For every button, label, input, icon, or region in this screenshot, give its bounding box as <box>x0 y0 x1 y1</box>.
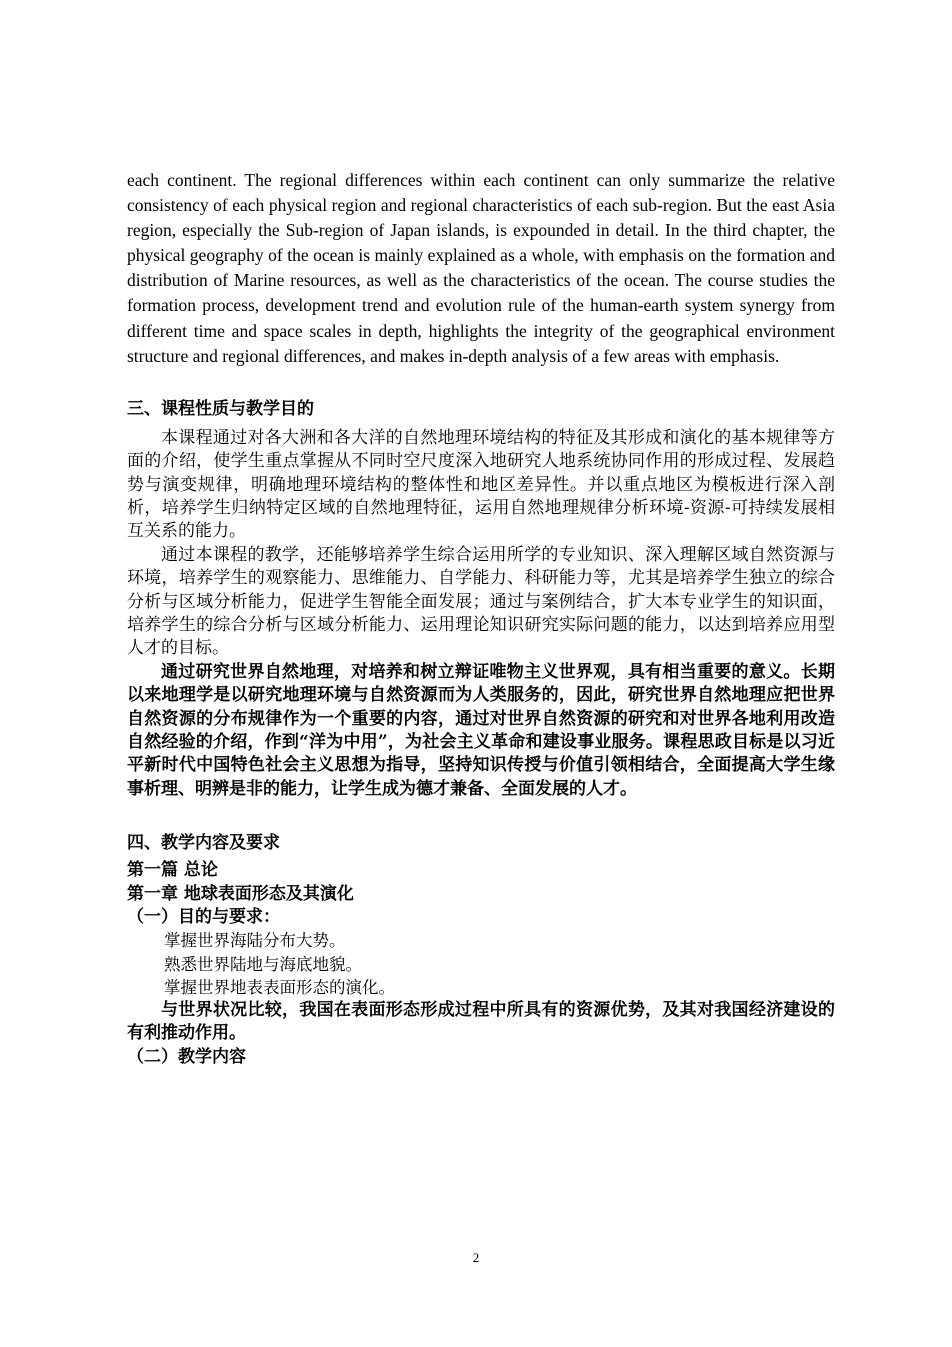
page-number: 2 <box>472 1250 480 1265</box>
objective-item: 熟悉世界陆地与海底地貌。 <box>164 954 362 974</box>
document-body <box>127 168 835 1069</box>
section-3-paragraph-2: 通过本课程的教学，还能够培养学生综合运用所学的专业知识、深入理解区域自然资源与环境，培养学生的观察能力、思维能力、自学能力、科研能力等，尤其是培养学生独立的综合分析与区域分析能力，促进学生智能全面发展；通过与案例结合，扩大本专业学生的知识面，培养学生的综合分析与区域分析能力、运用理论知识研究实际问题的能力，以达到培养应用型人才的目标。 <box>127 544 835 659</box>
chapter-title: 第一章 地球表面形态及其演化 <box>127 883 354 904</box>
objective-item: 掌握世界地表表面形态的演化。 <box>164 977 395 997</box>
part-title: 第一篇 总论 <box>127 860 218 881</box>
objectives-heading: （一）目的与要求： <box>127 907 280 928</box>
english-abstract-paragraph: each continent. The regional differences within each continent can only summarize the relative consistency of each physical region and regional characteristics of each sub-region. But the east Asia region, especially the Sub-region of Japan islands, is expounded in detail. In the third chapter, the physical geography of the ocean is mainly explained as a whole, with emphasis on the formation and distribution of Marine resources, as well as the characteristics of the ocean. The course studies the formation process, development trend and evolution rule of the human-earth system synergy from different time and space scales in depth, highlights the integrity of the geographical environment structure and regional differences, and makes in-depth analysis of a few areas with emphasis. <box>127 170 835 366</box>
section-3-paragraph-1: 本课程通过对各大洲和各大洋的自然地理环境结构的特征及其形成和演化的基本规律等方面的介绍，使学生重点掌握从不同时空尺度深入地研究人地系统协同作用的形成过程、发展趋势与演变规律，明确地理环境结构的整体性和地区差异性。并以重点地区为模板进行深入剖析，培养学生归纳特定区域的自然地理特征，运用自然地理规律分析环境-资源-可持续发展相互关系的能力。 <box>127 427 835 542</box>
comparison-paragraph: 与世界状况比较，我国在表面形态形成过程中所具有的资源优势，及其对我国经济建设的有利推动作用。 <box>127 1000 835 1044</box>
section-4-title: 四、教学内容及要求 <box>127 833 280 854</box>
section-3-title: 三、课程性质与教学目的 <box>127 398 314 419</box>
teaching-content-heading: （二）教学内容 <box>127 1046 246 1067</box>
section-3-paragraph-3: 通过研究世界自然地理，对培养和树立辩证唯物主义世界观，具有相当重要的意义。长期以来地理学是以研究地理环境与自然资源而为人类服务的，因此，研究世界自然地理应把世界自然资源的分布规律作为一个重要的内容，通过对世界自然资源的研究和对世界各地利用改造自然经验的介绍，作到“洋为中用”，为社会主义革命和建设事业服务。课程思政目标是以习近平新时代中国特色社会主义思想为指导，坚持知识传授与价值引领相结合，全面提高大学生缘事析理、明辨是非的能力，让学生成为德才兼备、全面发展的人才。 <box>127 661 835 799</box>
objective-item: 掌握世界海陆分布大势。 <box>164 931 346 951</box>
